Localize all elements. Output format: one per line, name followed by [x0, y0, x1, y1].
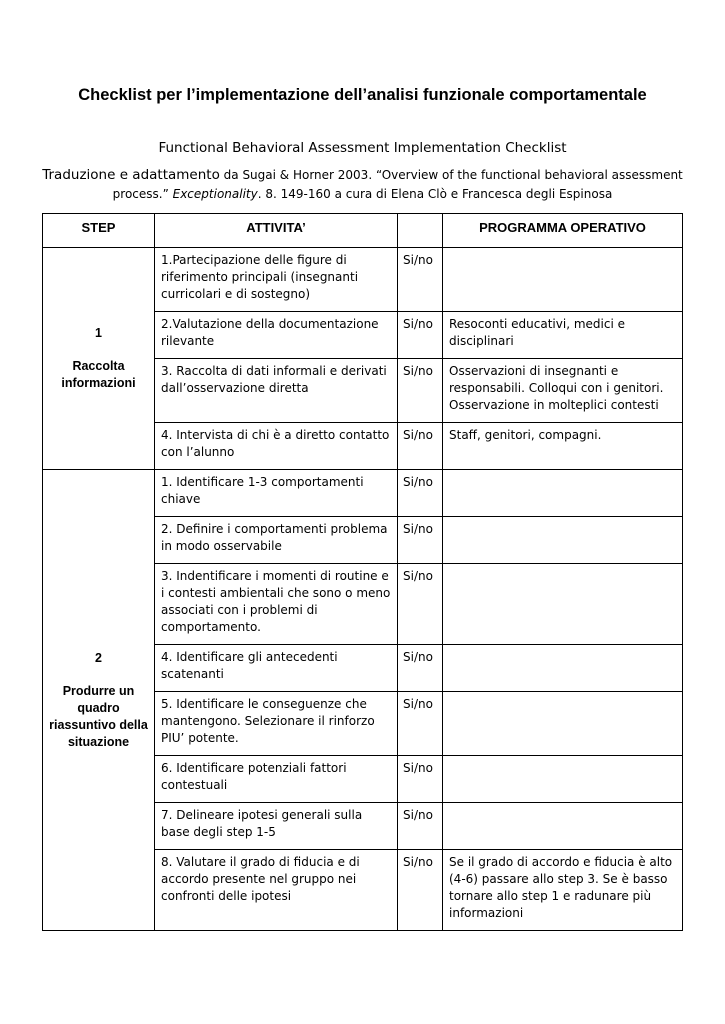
- program-cell: Se il grado di accordo e fiducia è alto (4-6) passare allo step 3. Se è basso tornare allo step 1 e radunare più informazioni: [443, 850, 683, 931]
- table-row: [43, 470, 683, 517]
- activity-cell: 3. Indentificare i momenti di routine e i contesti ambientali che sono o meno associati con i problemi di comportamento.: [155, 564, 398, 645]
- answer-cell[interactable]: Si/no: [398, 692, 443, 756]
- program-cell: [443, 645, 683, 692]
- answer-cell[interactable]: Si/no: [398, 564, 443, 645]
- activity-cell: 8. Valutare il grado di fiducia e di accordo presente nel gruppo nei confronti delle ipotesi: [155, 850, 398, 931]
- activity-cell: 4. Identificare gli antecedenti scatenanti: [155, 645, 398, 692]
- activity-cell: 1. Identificare 1-3 comportamenti chiave: [155, 470, 398, 517]
- answer-cell[interactable]: Si/no: [398, 248, 443, 312]
- activity-cell: 7. Delineare ipotesi generali sulla base degli step 1-5: [155, 803, 398, 850]
- program-cell: [443, 517, 683, 564]
- answer-cell[interactable]: Si/no: [398, 470, 443, 517]
- header-program: PROGRAMMA OPERATIVO: [443, 214, 683, 248]
- activity-cell: 1.Partecipazione delle figure di riferimento principali (insegnanti curricolari e di sostegno): [155, 248, 398, 312]
- step-number: 1: [95, 326, 102, 340]
- answer-cell[interactable]: Si/no: [398, 517, 443, 564]
- credit-text-1: da Sugai & Horner 2003. “Overview of the functional behavioral assessment process.”: [112, 168, 683, 201]
- answer-cell[interactable]: Si/no: [398, 645, 443, 692]
- step-2-cell: [43, 470, 155, 931]
- credit-lead: Traduzione e adattamento: [42, 167, 220, 183]
- program-cell: [443, 564, 683, 645]
- activity-cell: 2.Valutazione della documentazione rilevante: [155, 312, 398, 359]
- activity-cell: 2. Definire i comportamenti problema in modo osservabile: [155, 517, 398, 564]
- activity-cell: 4. Intervista di chi è a diretto contatto con l’alunno: [155, 423, 398, 470]
- header-answer: [398, 214, 443, 248]
- header-activity: ATTIVITA’: [155, 214, 398, 248]
- header-step: STEP: [43, 214, 155, 248]
- program-cell: Osservazioni di insegnanti e responsabili. Colloqui con i genitori. Osservazione in molteplici contesti: [443, 359, 683, 423]
- program-cell: Staff, genitori, compagni.: [443, 423, 683, 470]
- checklist-table: [42, 213, 683, 931]
- answer-cell[interactable]: Si/no: [398, 312, 443, 359]
- document-subtitle: Functional Behavioral Assessment Implementation Checklist: [158, 140, 567, 156]
- table-header-row: [43, 214, 683, 248]
- step-number: 2: [95, 650, 102, 665]
- program-cell: [443, 692, 683, 756]
- program-cell: Resoconti educativi, medici e disciplinari: [443, 312, 683, 359]
- program-cell: [443, 803, 683, 850]
- answer-cell[interactable]: Si/no: [398, 359, 443, 423]
- document-title: Checklist per l’implementazione dell’analisi funzionale comportamentale: [78, 86, 647, 104]
- program-cell: [443, 248, 683, 312]
- answer-cell[interactable]: Si/no: [398, 756, 443, 803]
- step-label: Produrre un quadro riassuntivo della situazione: [49, 683, 148, 749]
- program-cell: [443, 470, 683, 517]
- step-1-cell: [43, 248, 155, 470]
- answer-cell[interactable]: Si/no: [398, 850, 443, 931]
- step-label: Raccolta informazioni: [61, 359, 136, 390]
- activity-cell: 3. Raccolta di dati informali e derivati dall’osservazione diretta: [155, 359, 398, 423]
- credit-journal: Exceptionality: [172, 187, 258, 201]
- activity-cell: 6. Identificare potenziali fattori contestuali: [155, 756, 398, 803]
- credit-text-2: . 8. 149-160 a cura di Elena Clò e Francesca degli Espinosa: [257, 187, 613, 201]
- translation-credit: [30, 166, 695, 204]
- answer-cell[interactable]: Si/no: [398, 423, 443, 470]
- answer-cell[interactable]: Si/no: [398, 803, 443, 850]
- table-row: [43, 248, 683, 312]
- activity-cell: 5. Identificare le conseguenze che mantengono. Selezionare il rinforzo PIU’ potente.: [155, 692, 398, 756]
- program-cell: [443, 756, 683, 803]
